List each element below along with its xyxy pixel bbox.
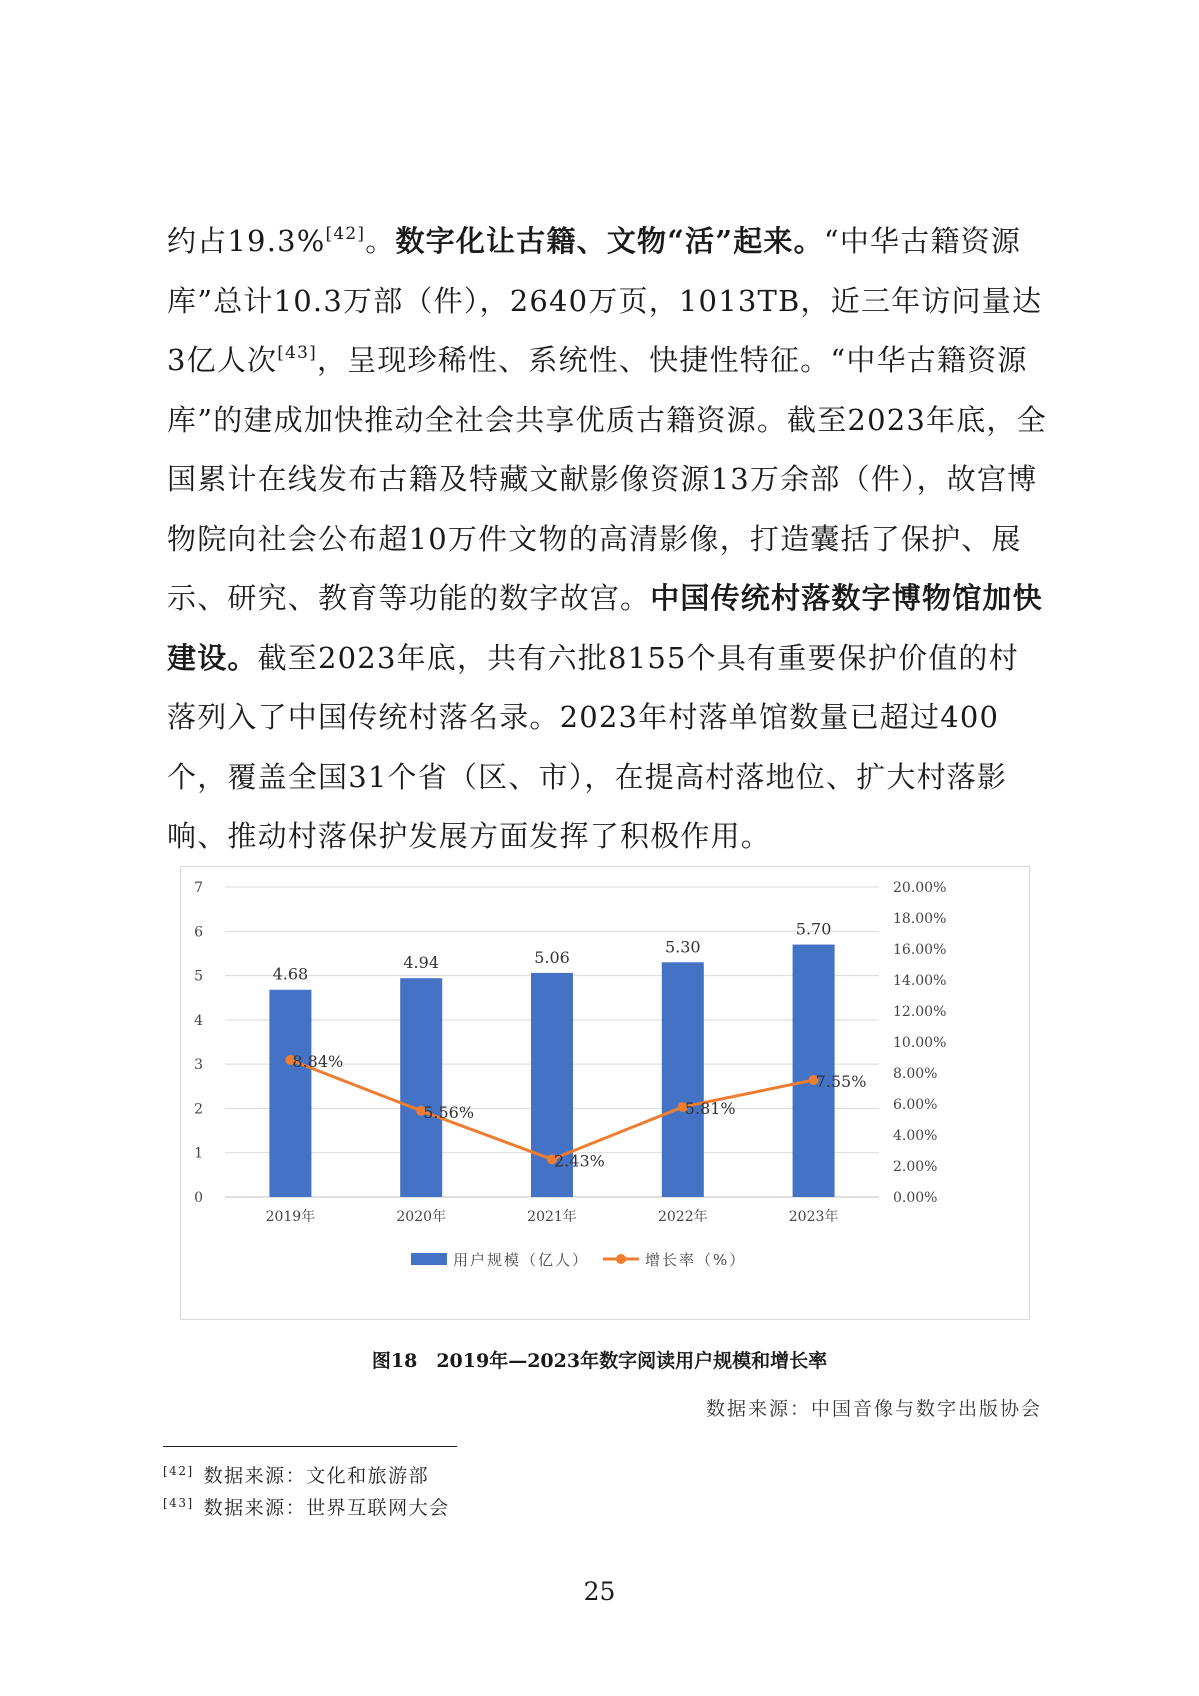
line-data-label: 5.81% — [684, 1098, 736, 1118]
x-tick-label: 2022年 — [657, 1209, 708, 1225]
line-data-label: 7.55% — [815, 1071, 867, 1091]
y-right-tick-label: 12.00% — [893, 1004, 947, 1020]
footnote-text: 数据来源：世界互联网大会 — [203, 1497, 450, 1519]
x-tick-label: 2023年 — [788, 1209, 839, 1225]
bar-user-scale — [662, 962, 704, 1197]
x-tick-label: 2019年 — [265, 1209, 316, 1225]
footnote-divider — [163, 1446, 457, 1447]
bar-data-label: 5.30 — [664, 937, 701, 957]
legend-label-line: 增长率（%） — [645, 1251, 747, 1269]
y-left-tick-label: 1 — [194, 1145, 203, 1162]
line-data-label: 2.43% — [554, 1151, 605, 1171]
bar-user-scale — [400, 978, 442, 1197]
y-right-tick-label: 16.00% — [893, 942, 947, 958]
footnote-ref-43[interactable]: [43] — [277, 343, 317, 363]
footnote-text: 数据来源：文化和旅游部 — [203, 1465, 430, 1487]
y-right-tick-label: 2.00% — [893, 1159, 938, 1175]
footnote-number: [43] — [163, 1496, 194, 1510]
x-tick-label: 2021年 — [527, 1209, 577, 1225]
y-right-tick-label: 4.00% — [893, 1128, 938, 1144]
y-left-tick-label: 0 — [194, 1190, 203, 1206]
line-data-label: 8.84% — [292, 1051, 344, 1071]
footnote-ref-42[interactable]: [42] — [325, 224, 366, 244]
y-right-tick-label: 10.00% — [893, 1035, 947, 1051]
y-left-tick-label: 6 — [194, 924, 203, 941]
footnotes — [163, 1460, 450, 1524]
y-left-tick-label: 7 — [194, 880, 203, 896]
figure-source: 数据来源：中国音像与数字出版协会 — [705, 1398, 1042, 1420]
y-right-tick-label: 14.00% — [893, 973, 947, 989]
paragraph-text: ，呈现珍稀性、系统性、快捷性特征。“中华古籍资源库”的建成加快推动全社会共享优质古籍资源。截至2023年底，全国累计在线发布古籍及特藏文献影像资源13万余部（件），故宫博物院向社会公布超10万件文物的高清影像，打造囊括了保护、展示、研究、教育等功能的数字故宫。 — [167, 343, 1047, 615]
y-right-tick-label: 18.00% — [893, 911, 947, 927]
paragraph-text: 截至2023年底，共有六批8155个具有重要保护价值的村落列入了中国传统村落名录。2023年村落单馆数量已超过400个，覆盖全国31个省（区、市），在提高村落地位、扩大村落影响、推动村落保护发展方面发挥了积极作用。 — [167, 640, 1019, 853]
legend-label-bar: 用户规模（亿人） — [453, 1251, 590, 1269]
y-right-tick-label: 20.00% — [893, 880, 947, 896]
combo-chart — [181, 867, 1031, 1321]
bar-data-label: 4.94 — [403, 953, 440, 973]
footnote-item — [163, 1460, 450, 1492]
y-right-tick-label: 6.00% — [893, 1097, 938, 1113]
y-right-tick-label: 0.00% — [893, 1190, 938, 1206]
y-left-tick-label: 3 — [194, 1057, 203, 1074]
bar-data-label: 5.06 — [534, 947, 570, 967]
legend-swatch-marker — [616, 1254, 626, 1264]
bold-lead-sentence: 中国传统村落数字博物馆加快建设。 — [167, 581, 1043, 675]
bar-user-scale — [793, 945, 835, 1197]
bold-lead-sentence: 数字化让古籍、文物“活”起来。 — [395, 224, 824, 258]
footnote-item — [163, 1492, 450, 1524]
paragraph-text: 约占19.3% — [167, 224, 326, 258]
paragraph-text: “中华古籍资源库”总计10.3万部（件），2640万页，1013TB，近三年访问量达3亿人次 — [167, 224, 1043, 377]
figure-caption: 图18 2019年—2023年数字阅读用户规模和增长率 — [371, 1350, 828, 1372]
chart-frame — [180, 866, 1030, 1320]
body-paragraph — [167, 212, 1047, 867]
bar-data-label: 4.68 — [272, 964, 309, 984]
x-tick-label: 2020年 — [396, 1209, 447, 1225]
footnote-number: [42] — [163, 1464, 194, 1478]
line-data-label: 5.56% — [423, 1102, 475, 1122]
y-left-tick-label: 2 — [194, 1101, 203, 1118]
y-left-tick-label: 4 — [194, 1012, 203, 1029]
y-right-tick-label: 8.00% — [893, 1066, 938, 1082]
bar-user-scale — [269, 990, 311, 1197]
page-number: 25 — [583, 1577, 616, 1606]
paragraph-text: 。 — [365, 224, 396, 258]
y-left-tick-label: 5 — [194, 968, 203, 985]
legend-swatch-bar — [411, 1253, 447, 1265]
bar-data-label: 5.70 — [795, 919, 832, 939]
